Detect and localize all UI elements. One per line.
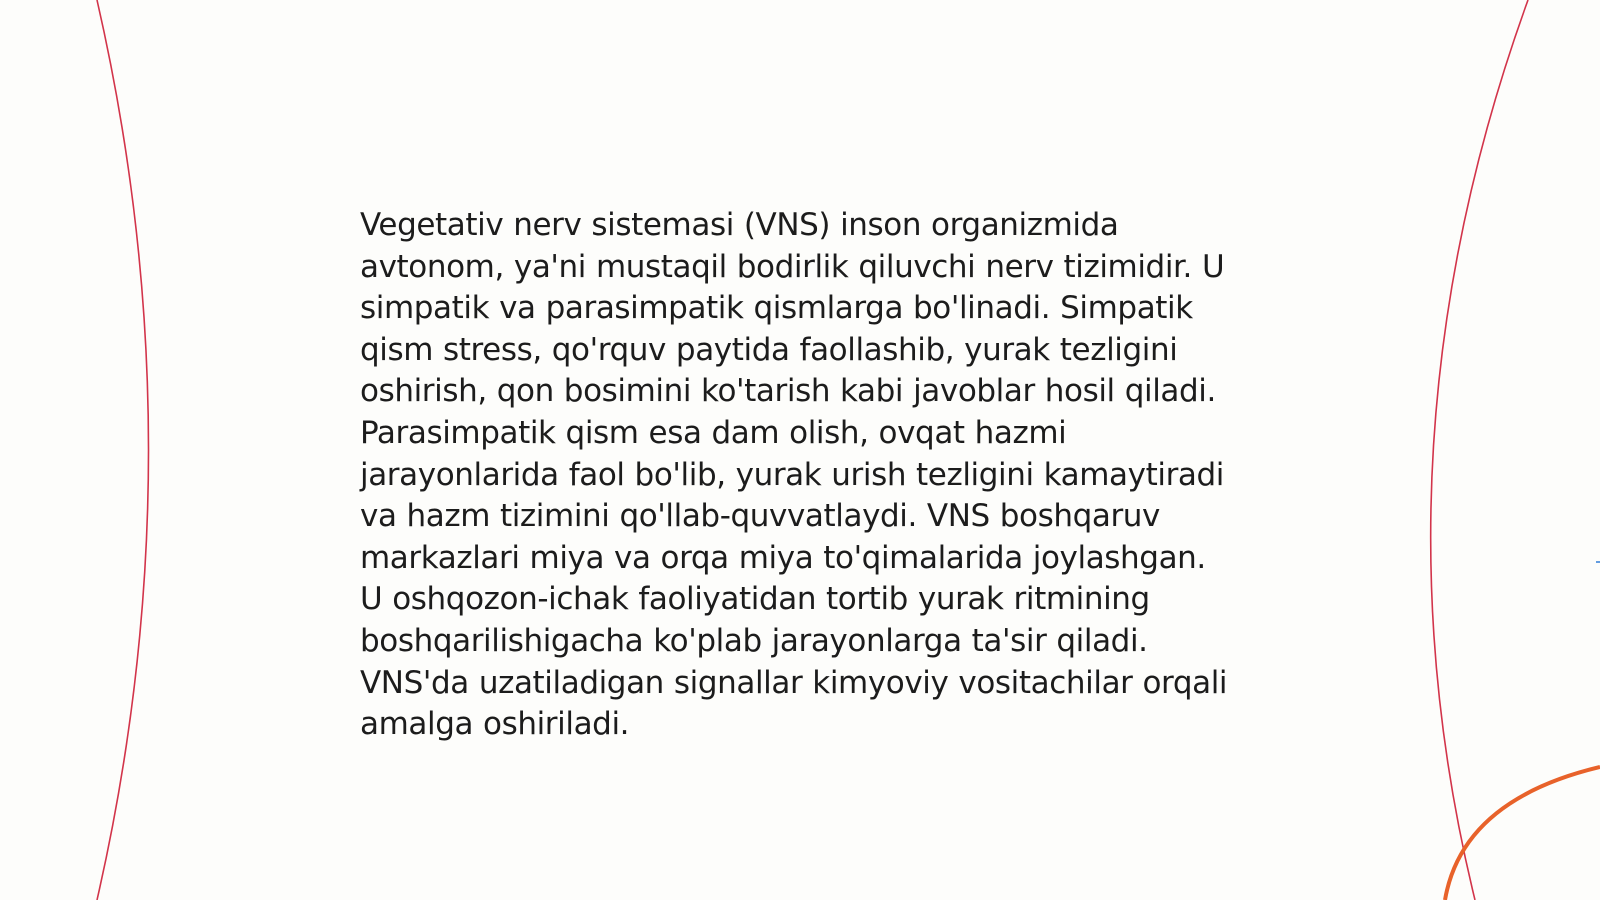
orange-arc — [1445, 767, 1600, 900]
body-paragraph: Vegetativ nerv sistemasi (VNS) inson organizmida avtonom, ya'ni mustaqil bodirlik qiluvchi nerv tizimidir. U simpatik va parasimpatik qismlarga bo'linadi. Simpatik qism stress, qo'rquv paytida faollashib, yurak tezligini oshirish, qon bosimini ko'tarish kabi javoblar hosil qiladi. Parasimpatik qism esa dam olish, ovqat hazmi jarayonlarida faol bo'lib, yurak urish tezligini kamaytiradi va hazm tizimini qo'llab-quvvatlaydi. VNS boshqaruv markazlari miya va orqa miya to'qimalarida joylashgan. U oshqozon-ichak faoliyatidan tortib yurak ritmining boshqarilishigacha ko'plab jarayonlarga ta'sir qiladi. VNS'da uzatiladigan signallar kimyoviy vositachilar orqali amalga oshiriladi. — [360, 207, 1228, 743]
left-curve — [97, 0, 149, 900]
right-curve — [1431, 0, 1528, 900]
